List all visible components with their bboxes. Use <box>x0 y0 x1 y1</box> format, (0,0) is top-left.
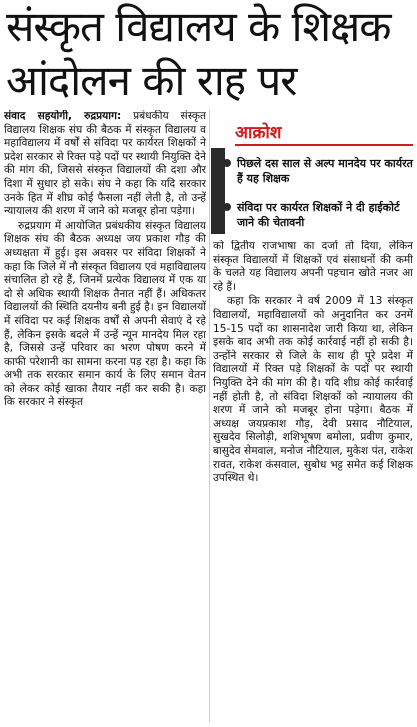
sidebar-box <box>211 122 413 234</box>
article-paragraph-1-text: प्रबंधकीय संस्कृत विद्यालय शिक्षक संघ की बैठक में संस्कृत विद्यालय व महाविद्यालय में वर्षों से संविदा पर कार्यरत शिक्षकों ने प्रदेश सरकार से रिक्त पड़े पदों पर स्थायी नियुक्ति देने की मांग की, जिससे संस्कृत विद्यालयों की दशा और दिशा में सुधार हो सके। संघ ने कहा कि यदि सरकार उनके हित में शीघ्र कोई फैसला नहीं लेती है, तो उन्हें न्यायालय की शरण में जाने को मजबूर होना पड़ेगा। <box>4 110 206 218</box>
sidebar-point-1-text: पिछले दस साल से अल्प मानदेय पर कार्यरत हैं यह शिक्षक <box>237 157 413 185</box>
column-divider <box>209 110 210 722</box>
bullet-icon <box>223 159 231 167</box>
sidebar-point-1 <box>237 156 413 186</box>
article-paragraph-1 <box>4 110 206 219</box>
headline-line-2: आंदोलन की राह पर <box>6 56 297 105</box>
article-paragraph-4: कहा कि सरकार ने वर्ष 2009 में 13 संस्कृत विद्यालयों, महाविद्यालयों को अनुदानित कर उनमें 15-15 पदों का शासनादेश जारी किया था, लेकिन इसके बाद अभी तक कोई कार्रवाई नहीं हो सकी है। उन्होंने सरकार से जिले के साथ ही पूरे प्रदेश में विद्यालयों में रिक्त पड़े शिक्षकों के पदों पर स्थायी नियुक्ति देने की मांग की है। यदि शीघ्र कोई कार्रवाई नहीं होती है, तो संविदा शिक्षकों को न्यायालय की शरण में जाने को मजबूर होना पड़ेगा। बैठक में अध्यक्ष जयप्रकाश गौड़, देवी प्रसाद नौटियाल, सुखदेव सिलोड़ी, शशिभूषण बमोला, प्रवीण कुमार, बासुदेव सेमवाल, मनोज नौटियाल, मुकेश पंत, राकेश रावत, राकेश कंसवाल, सुबोध भट्ट समेत कई शिक्षक उपस्थित थे। <box>213 295 413 485</box>
sidebar-point-2-text: संविदा पर कार्यरत शिक्षकों ने दी हाईकोर्ट जाने की चेतावनी <box>237 201 400 229</box>
article-paragraph-2: रुद्रप्रयाग में आयोजित प्रबंधकीय संस्कृत विद्यालय शिक्षक संघ की बैठक अध्यक्ष जय प्रकाश गौड़ की अध्यक्षता में हुई। इस अवसर पर संविदा शिक्षकों ने कहा कि जिले में नौ संस्कृत विद्यालय एवं महाविद्यालय संचालित हो रहे हैं, जिनमें प्रत्येक विद्यालय में एक या दो से अधिक स्थायी शिक्षक तैनात नहीं हैं। अधिकतर विद्यालयों की स्थिति दयनीय बनी हुई है। इन विद्यालयों में संविदा पर कई शिक्षक वर्षों से अपनी सेवाएं दे रहे हैं, लेकिन इसके बदले में उन्हें न्यून मानदेय मिल रहा है, जिससे उन्हें परिवार का भरण पोषण करने में काफी परेशानी का सामना करना पड़ रहा है। कहा कि अभी तक सरकार समान कार्य के लिए समान वेतन को लेकर कोई खाका तैयार नहीं कर सकी है। कहा कि सरकार ने संस्कृत <box>4 219 206 409</box>
article-left-column <box>4 110 206 722</box>
bullet-icon <box>223 203 231 211</box>
headline-line-1: संस्कृत विद्यालय के शिक्षक <box>6 2 391 51</box>
sidebar-title: आक्रोश <box>235 122 413 146</box>
article-right-column <box>213 240 413 722</box>
sidebar-point-2 <box>237 200 413 230</box>
article-byline: संवाद सहयोगी, रुद्रप्रयाग: <box>4 110 122 122</box>
article-paragraph-3: को द्वितीय राजभाषा का दर्जा तो दिया, लेकिन संस्कृत विद्यालयों में शिक्षकों एवं संसाधनों की कमी के चलते यह विद्यालय अपनी पहचान खोते नजर आ रहे हैं। <box>213 240 413 293</box>
